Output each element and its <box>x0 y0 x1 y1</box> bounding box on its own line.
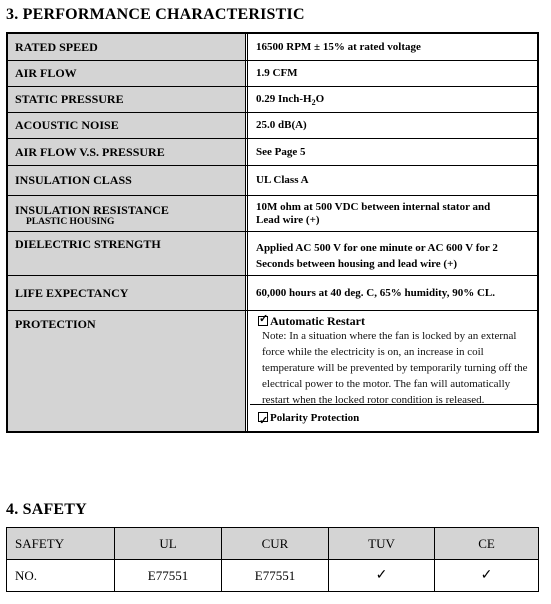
row-insulation-resistance <box>8 195 537 231</box>
safety-header-row <box>7 528 539 560</box>
header-tuv: TUV <box>329 528 435 560</box>
cell-cur-number: E77551 <box>222 560 329 592</box>
header-safety: SAFETY <box>7 528 115 560</box>
label-rated-speed: RATED SPEED <box>8 34 246 60</box>
value-insulation-resistance: 10M ohm at 500 VDC between internal stator and Lead wire (+) <box>256 201 491 226</box>
label-life-expectancy: LIFE EXPECTANCY <box>8 276 246 310</box>
label-dielectric-strength: DIELECTRIC STRENGTH <box>8 232 246 309</box>
header-ce: CE <box>435 528 539 560</box>
value-insulation-class: UL Class A <box>256 174 309 186</box>
row-acoustic-noise <box>8 112 537 138</box>
label-static-pressure: STATIC PRESSURE <box>8 87 246 112</box>
auto-restart-heading: ✓ Automatic Restart <box>258 314 537 328</box>
label-airflow-vs-pressure: AIR FLOW V.S. PRESSURE <box>8 139 246 165</box>
label-air-flow: AIR FLOW <box>8 61 246 86</box>
row-airflow-vs-pressure <box>8 138 537 165</box>
sublabel-plastic-housing: PLASTIC HOUSING <box>26 217 115 227</box>
checkbox-checked-icon <box>258 412 268 422</box>
cell-ce-checkmark: ✓ <box>435 560 539 592</box>
value-airflow-vs-pressure: See Page 5 <box>256 146 306 158</box>
cell-tuv-checkmark: ✓ <box>329 560 435 592</box>
row-static-pressure <box>8 86 537 112</box>
performance-table <box>6 32 539 433</box>
value-air-flow: 1.9 CFM <box>256 67 298 79</box>
section-title-safety: 4. SAFETY <box>6 501 87 518</box>
header-ul: UL <box>115 528 222 560</box>
safety-data-row <box>7 560 539 592</box>
value-dielectric-strength: Applied AC 500 V for one minute or AC 600 V for 2 Seconds between housing and lead wire (+) <box>256 242 498 270</box>
label-insulation-resistance: INSULATION RESISTANCE PLASTIC HOUSING <box>8 196 246 231</box>
label-acoustic-noise: ACOUSTIC NOISE <box>8 113 246 138</box>
value-life-expectancy: 60,000 hours at 40 deg. C, 65% humidity, 90% CL. <box>256 287 495 299</box>
header-cur: CUR <box>222 528 329 560</box>
row-life-expectancy <box>8 275 537 310</box>
auto-restart-note: Note: In a situation where the fan is locked by an external force while the electricity is on, an increase in coil temperature will be prevented by temporarily turning off the electrical power to the motor. The fan will automatically restart when the locked rotor condition is released. <box>262 330 528 406</box>
row-rated-speed <box>8 34 537 60</box>
label-protection: PROTECTION <box>8 311 246 431</box>
value-rated-speed: 16500 RPM ± 15% at rated voltage <box>256 41 421 53</box>
cell-no: NO. <box>7 560 115 592</box>
value-acoustic-noise: 25.0 dB(A) <box>256 119 307 131</box>
polarity-protection: ✓Polarity Protection <box>250 405 537 431</box>
cell-ul-number: E77551 <box>115 560 222 592</box>
row-protection <box>8 310 537 431</box>
checkbox-checked-icon <box>258 316 268 326</box>
section-title-performance: 3. PERFORMANCE CHARACTERISTIC <box>6 6 305 23</box>
value-static-pressure: 0.29 Inch-$H_2O$ <box>256 93 325 108</box>
safety-table <box>6 527 539 592</box>
row-insulation-class <box>8 165 537 195</box>
row-air-flow <box>8 60 537 86</box>
label-insulation-class: INSULATION CLASS <box>8 166 246 195</box>
